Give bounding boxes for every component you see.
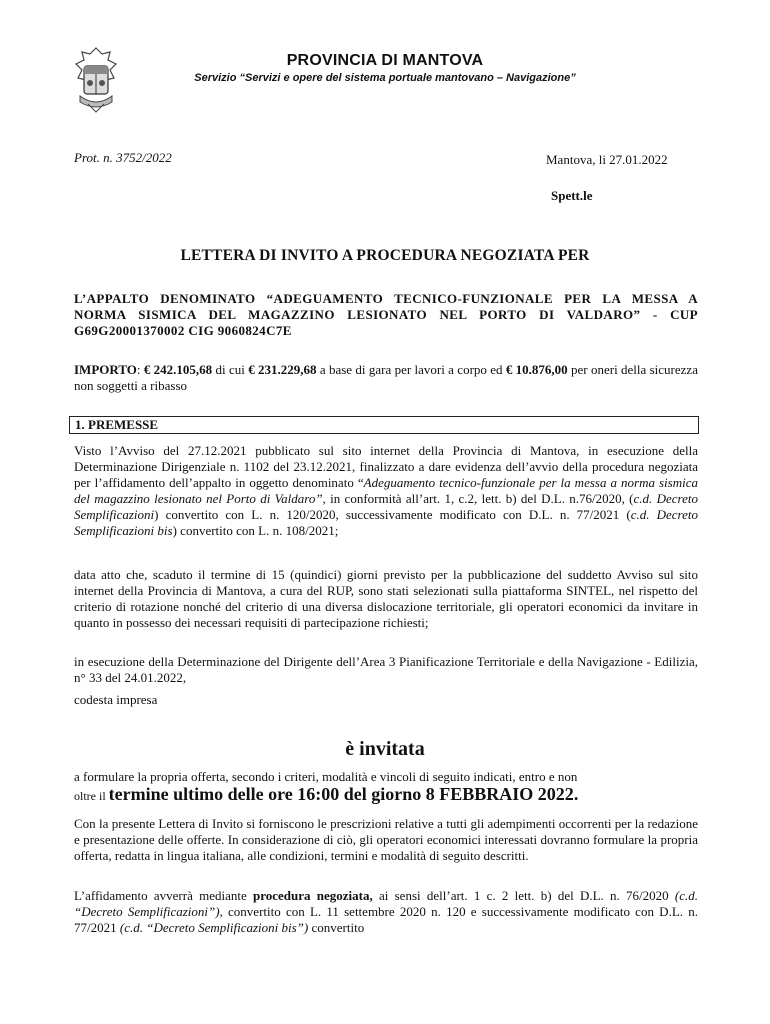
premise-paragraph-4: codesta impresa	[74, 692, 158, 707]
p1-italic-f: c.d. Decreto Semplificazioni bis	[74, 507, 698, 538]
header-title: PROVINCIA DI MANTOVA	[286, 52, 484, 69]
amount-text-2: a base di gara per lavori a corpo ed	[316, 362, 506, 377]
p1-text-g: ) convertito con L. n. 108/2021;	[172, 523, 339, 538]
section-title-box	[69, 416, 699, 434]
deadline-period: .	[573, 784, 579, 804]
protocol-number: Prot. n. 3752/2022	[74, 150, 172, 165]
amount-safety: € 10.876,00	[505, 362, 568, 377]
amount-total: € 242.105,68	[143, 362, 213, 377]
deadline-line-1: a formulare la propria offerta, secondo i criteri, modalità e vincoli di seguito indicati, entro e non	[74, 769, 578, 784]
section-title: 1. PREMESSE	[75, 417, 159, 432]
subject-text: L’APPALTO DENOMINATO “ADEGUAMENTO TECNICO-FUNZIONALE PER LA MESSA A NORMA SISMICA DEL MAGAZZINO LESIONATO NEL PORTO DI VALDARO” - CUP G69G20001370002 CIG 9060824C7E	[74, 291, 698, 338]
p7-bold-b: procedura negoziata,	[253, 888, 373, 903]
instructions-paragraph: Con la presente Lettera di Invito si forniscono le prescrizioni relative a tutti gli adempimenti occorrenti per la redazione e presentazione delle offerte. In considerazione di ciò, gli operatori economici interessati dovranno formulare la propria offerta, redatta in lingua italiana, alle condizioni, termini e modalità di seguito descritti.	[74, 816, 698, 863]
p7-text-a: L’affidamento avverrà mediante	[74, 888, 253, 903]
premise-paragraph-3: in esecuzione della Determinazione del Dirigente dell’Area 3 Pianificazione Territoriale e della Navigazione - Edilizia, n° 33 del 24.01.2022,	[74, 654, 698, 685]
p1-italic-d: c.d. Decreto Semplificazioni	[74, 491, 698, 522]
amount-text-3: per oneri della sicurezza non soggetti a ribasso	[74, 362, 698, 393]
p7-text-g: convertito	[308, 920, 365, 935]
amount-text-1: di cui	[212, 362, 249, 377]
deadline-prefix: oltre il	[74, 789, 109, 803]
amount-paragraph: IMPORTO: € 242.105,68 di cui € 231.229,68 a base di gara per lavori a corpo ed € 10.876,00 per oneri della sicurezza non soggetti a ribasso	[74, 362, 698, 393]
p7-text-e: convertito con L. 11 settembre 2020 n. 120 e successivamente modificato con D.L. n. 77/2021	[74, 904, 698, 935]
header-subtitle: Servizio “Servizi e opere del sistema portuale mantovano – Navigazione”	[194, 72, 576, 84]
premise-paragraph-1	[74, 443, 698, 539]
amount-label: IMPORTO	[74, 362, 137, 377]
addressee-label: Spett.le	[551, 188, 593, 203]
procedure-paragraph	[74, 888, 698, 936]
invitation-heading: è invitata	[345, 738, 425, 760]
premise-paragraph-2: data atto che, scaduto il termine di 15 (quindici) giorni previsto per la pubblicazione del suddetto Avviso sul sito internet della Provincia di Mantova, a cura del RUP, sono stati selezionati sulla piattaforma SINTEL, nel rispetto del criterio di rotazione nonché del criterio di una diversa dislocazione territoriale, gli operatori economici da invitare in quanto in possesso dei necessari requisiti di partecipazione richiesti;	[74, 567, 698, 630]
document-date: Mantova, li 27.01.2022	[546, 152, 668, 167]
deadline-line-2	[74, 786, 698, 804]
p1-text-c: in conformità all’art. 1, c.2, lett. b) del D.L. n.76/2020, (	[325, 491, 634, 506]
p7-italic-d: (c.d. “Decreto Semplificazioni”),	[74, 888, 698, 919]
p1-text-e: ) convertito con L. n. 120/2020, successivamente modificato con D.L. n. 77/2021 (	[154, 507, 631, 522]
p1-text-a: Visto l’Avviso del 27.12.2021 pubblicato sul sito internet della Provincia di Mantova, in esecuzione della Determinazione Dirigenziale n. 1102 del 23.12.2021, finalizzato a dare evidenza dell’avvio della procedura negoziata per l’affidamento dell’appalto in oggetto denominato “	[74, 443, 698, 490]
p7-text-c: ai sensi dell’art. 1 c. 2 lett. b) del D.L. n. 76/2020	[372, 888, 675, 903]
p1-italic-b: Adeguamento tecnico-funzionale per la messa a norma sismica del magazzino lesionato nel Porto di Valdaro”,	[74, 475, 698, 506]
letter-heading: LETTERA DI INVITO A PROCEDURA NEGOZIATA PER	[180, 247, 590, 264]
deadline-emphasis: termine ultimo delle ore 16:00 del giorno 8 FEBBRAIO 2022	[108, 784, 574, 804]
p7-italic-f: (c.d. “Decreto Semplificazioni bis”)	[119, 920, 309, 935]
amount-base: € 231.229,68	[248, 362, 317, 377]
